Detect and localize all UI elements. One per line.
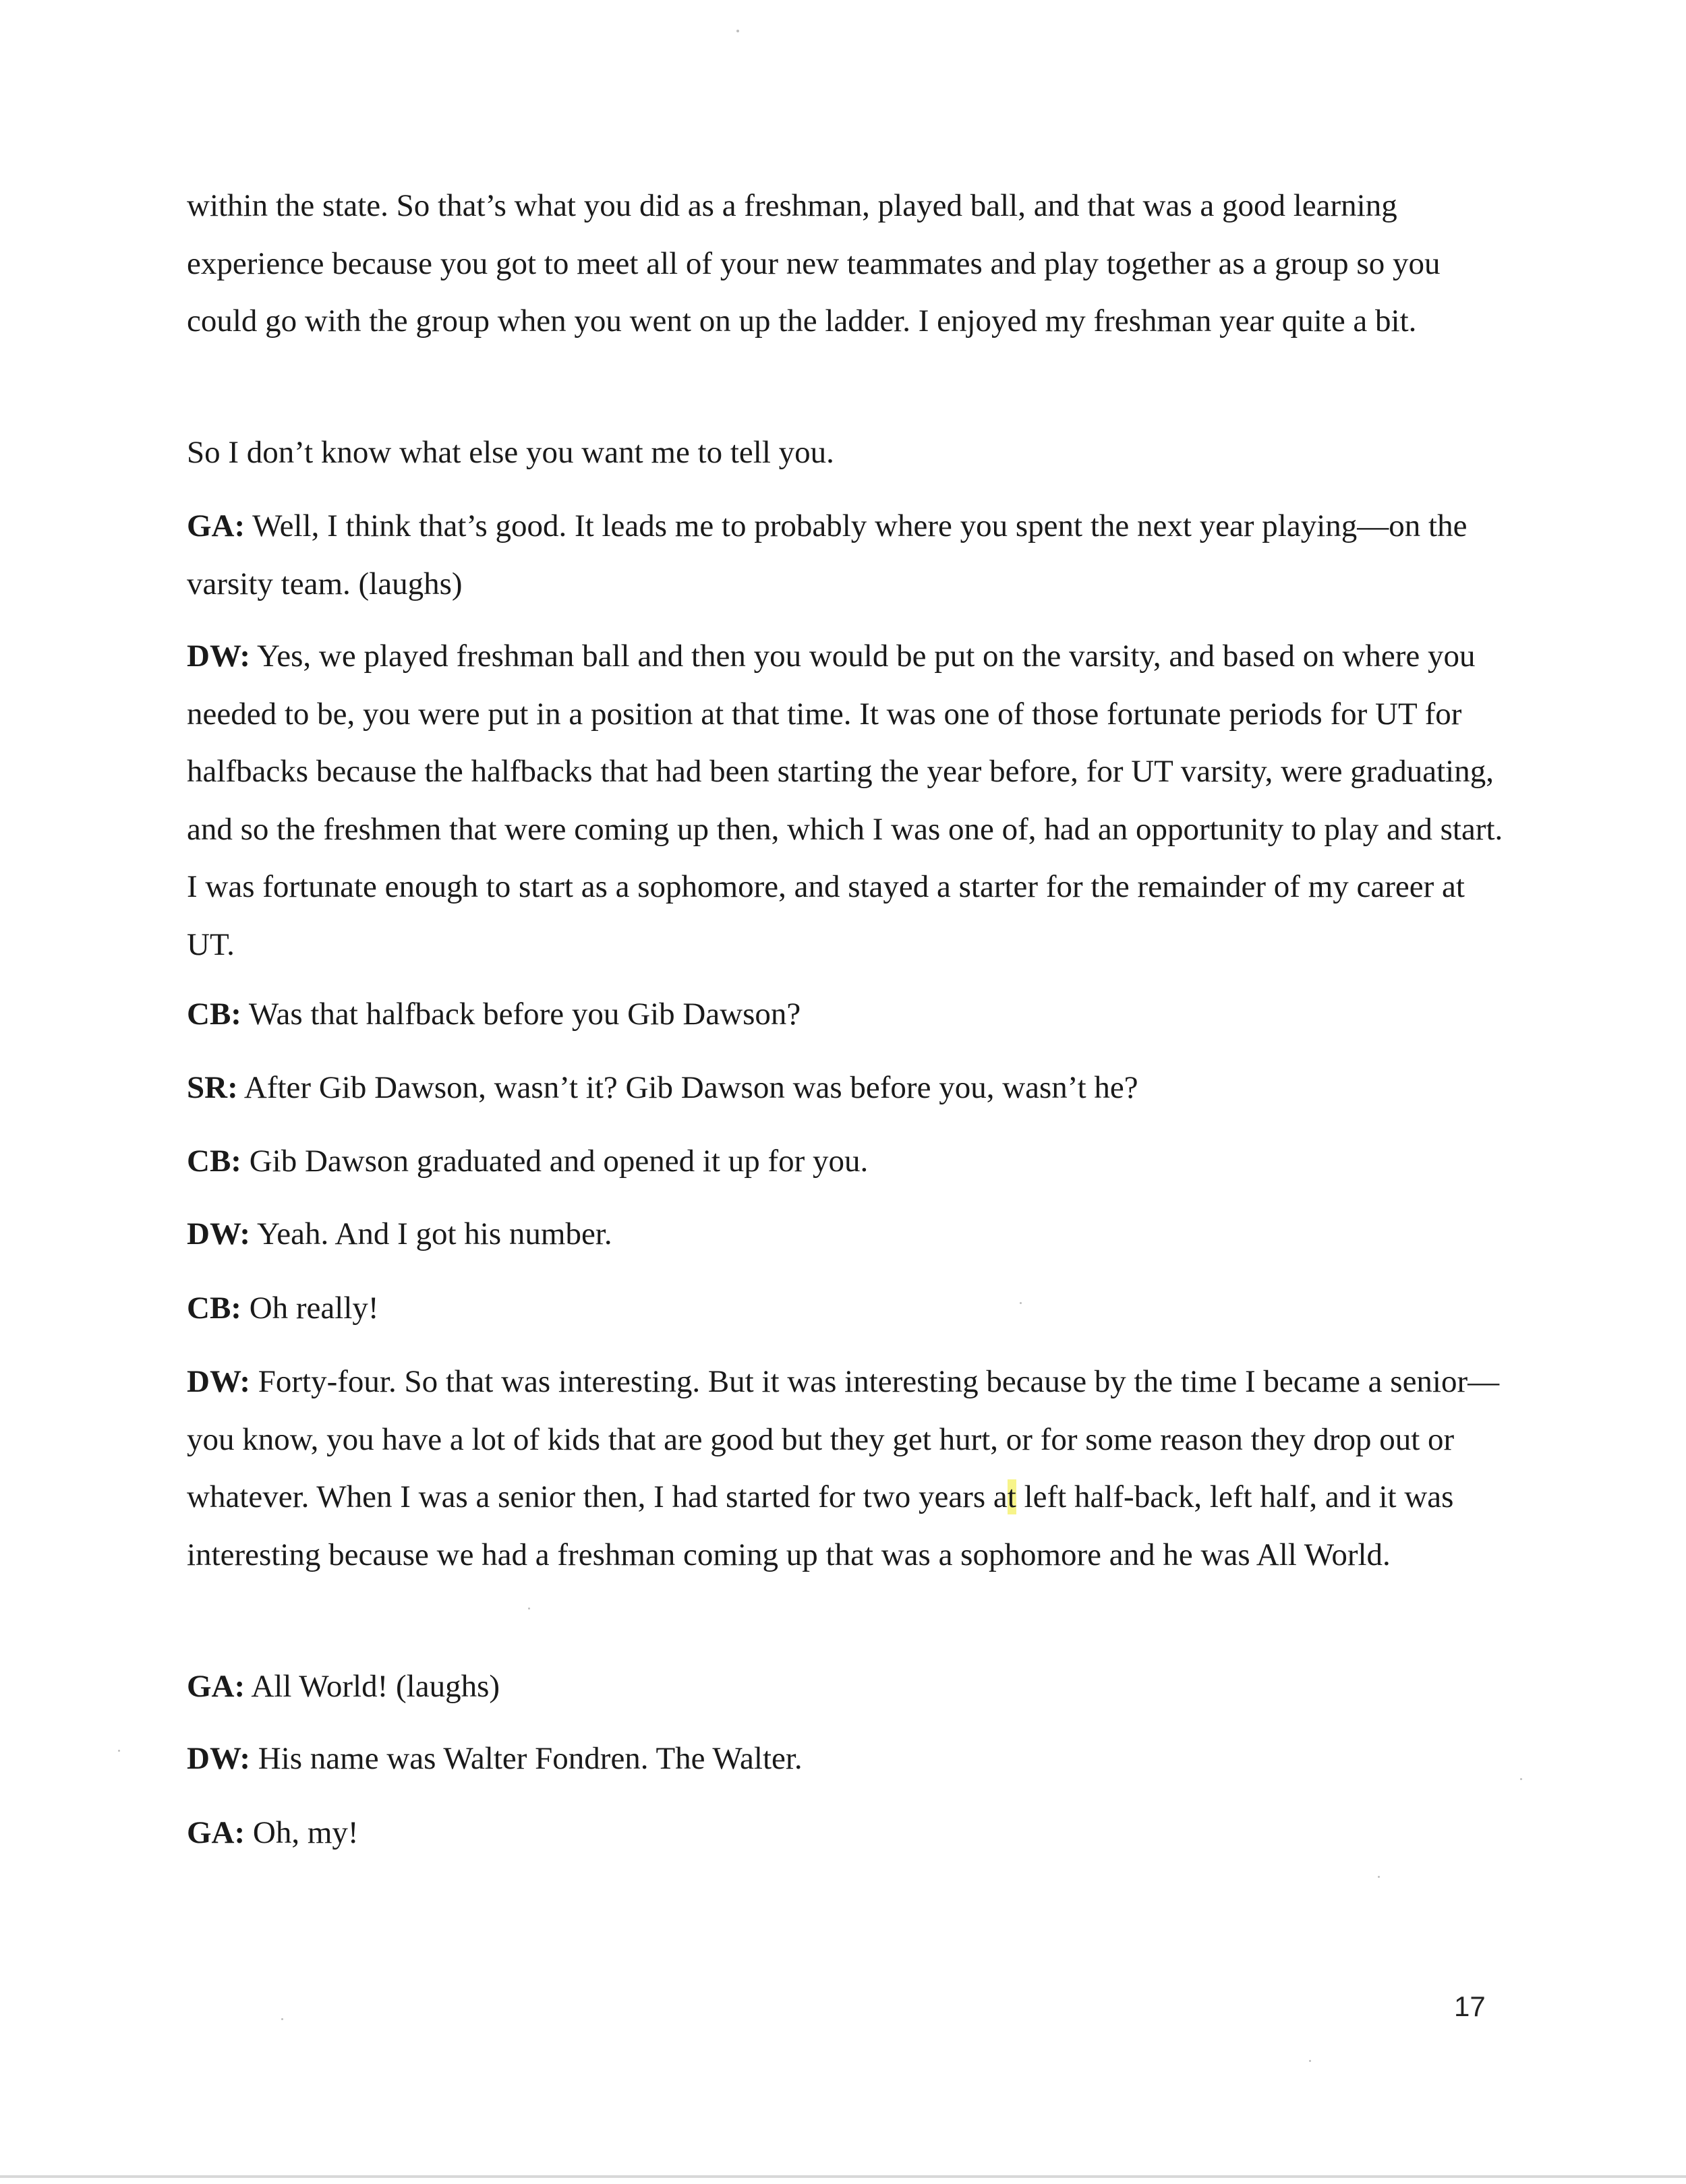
paragraph-text: Well, I think that’s good. It leads me to probably where you spent the next year playing—on the varsity team. (laughs) bbox=[187, 508, 1467, 601]
paragraph-dw-1 bbox=[187, 628, 1509, 974]
paragraph-text: Oh really! bbox=[249, 1291, 379, 1326]
paragraph-sr-1 bbox=[187, 1059, 1509, 1117]
paragraph-text: All World! (laughs) bbox=[251, 1669, 500, 1704]
paragraph-text: Oh, my! bbox=[252, 1815, 359, 1850]
paragraph-text: Gib Dawson graduated and opened it up for you. bbox=[249, 1144, 869, 1179]
speaker-label: CB: bbox=[187, 1291, 241, 1326]
speaker-label: CB: bbox=[187, 997, 241, 1032]
paragraph-text: within the state. So that’s what you did as a freshman, played ball, and that was a good learning experience because you got to meet all of your new teammates and play together as a group so you could go with the group when you went on up the ladder. I enjoyed my freshman year quite a bit. bbox=[187, 188, 1441, 338]
paragraph-ga-1 bbox=[187, 498, 1509, 613]
paragraph-text: Yes, we played freshman ball and then you would be put on the varsity, and based on where you needed to be, you were put in a position at that time. It was one of those fortunate periods for UT for halfbacks because the halfbacks that had been starting the year before, for UT varsity, were graduating, and so the freshmen that were coming up then, which I was one of, had an opportunity to play and start. I was fortunate enough to start as a sophomore, and stayed a starter for the remainder of my career at UT. bbox=[187, 639, 1503, 962]
speaker-label: CB: bbox=[187, 1144, 241, 1179]
scan-speck bbox=[736, 30, 739, 32]
paragraph-ga-2 bbox=[187, 1658, 1509, 1716]
paragraph-1 bbox=[187, 177, 1509, 351]
paragraph-cb-2 bbox=[187, 1133, 1509, 1191]
paragraph-text: Was that halfback before you Gib Dawson? bbox=[248, 997, 801, 1032]
paragraph-ga-3 bbox=[187, 1804, 1509, 1862]
scan-speck bbox=[1020, 1302, 1022, 1304]
paragraph-dw-2 bbox=[187, 1206, 1509, 1264]
highlighted-text: t bbox=[1007, 1479, 1016, 1514]
paragraph-text: After Gib Dawson, wasn’t it? Gib Dawson was before you, wasn’t he? bbox=[243, 1070, 1138, 1105]
speaker-label: DW: bbox=[187, 1216, 250, 1251]
paragraph-text: So I don’t know what else you want me to tell you. bbox=[187, 435, 834, 470]
speaker-label: DW: bbox=[187, 1364, 250, 1399]
paragraph-text-after: left half-back, left half, and it was interesting because we had a freshman coming up that was a sophomore and he was All World. bbox=[187, 1479, 1454, 1572]
paragraph-cb-3 bbox=[187, 1280, 1509, 1338]
speaker-label: GA: bbox=[187, 508, 245, 543]
speaker-label: GA: bbox=[187, 1815, 245, 1850]
paragraph-text-before: Forty-four. So that was interesting. But it was interesting because by the time I became a senior—you know, you have a lot of kids that are good but they get hurt, or for some reason they drop out or whatever. When I was a senior then, I had started for two years a bbox=[187, 1364, 1500, 1514]
scan-bottom-edge bbox=[0, 2175, 1686, 2178]
speaker-label: DW: bbox=[187, 639, 250, 674]
scan-speck bbox=[281, 2018, 283, 2020]
paragraph-2 bbox=[187, 424, 1509, 482]
paragraph-text: His name was Walter Fondren. The Walter. bbox=[258, 1741, 803, 1776]
speaker-label: GA: bbox=[187, 1669, 245, 1704]
paragraph-dw-4 bbox=[187, 1730, 1509, 1788]
scan-speck bbox=[1520, 1778, 1522, 1780]
paragraph-dw-3 bbox=[187, 1353, 1509, 1584]
paragraph-cb-1 bbox=[187, 986, 1509, 1044]
scan-speck bbox=[1378, 1876, 1380, 1878]
scan-speck bbox=[1309, 2060, 1311, 2062]
scan-speck bbox=[118, 1750, 120, 1752]
scan-speck bbox=[528, 1607, 530, 1610]
paragraph-text: Yeah. And I got his number. bbox=[257, 1216, 612, 1251]
page-number: 17 bbox=[1454, 1990, 1486, 2022]
speaker-label: DW: bbox=[187, 1741, 250, 1776]
speaker-label: SR: bbox=[187, 1070, 238, 1105]
